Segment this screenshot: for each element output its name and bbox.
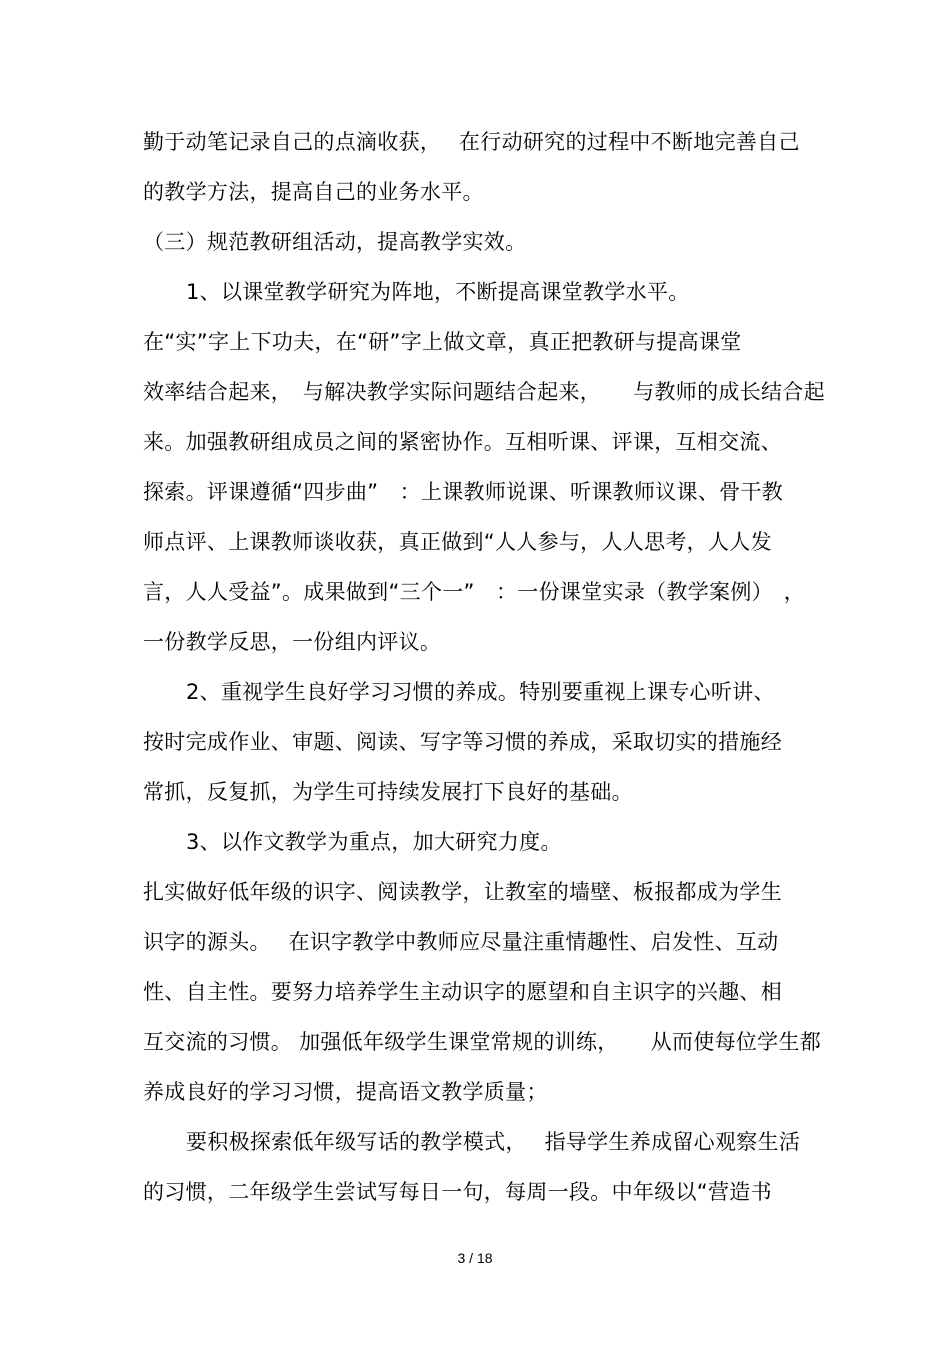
subsection-heading: 1、以课堂教学研究为阵地，不断提高课堂教学水平。 — [186, 280, 690, 304]
subsection-heading: 2、重视学生良好学习习惯的养成。特别要重视上课专心听讲、 — [186, 680, 775, 704]
text-line: 养成良好的学习习惯，提高语文教学质量； — [143, 1080, 548, 1104]
text-line: 师点评、上课教师谈收获，真正做到“人人参与，人人思考，人人发 — [143, 530, 772, 554]
text-line: 来。加强教研组成员之间的紧密协作。互相听课、评课，互相交流、 — [143, 430, 782, 454]
text-line: 效率结合起来， 与解决教学实际问题结合起来， 与教师的成长结合起 — [143, 380, 825, 404]
text-line: 的教学方法，提高自己的业务水平。 — [143, 180, 484, 204]
text-line: 探索。评课遵循“四步曲” ：上课教师说课、听课教师议课、骨干教 — [143, 480, 784, 504]
text-line: 在“实”字上下功夫，在“研”字上做文章，真正把教研与提高课堂 — [143, 330, 742, 354]
text-line: 的习惯，二年级学生尝试写每日一句，每周一段。中年级以“营造书 — [143, 1180, 772, 1204]
text-line: 要积极探索低年级写话的教学模式， 指导学生养成留心观察生活 — [186, 1130, 801, 1154]
text-line: 言，人人受益”。成果做到“三个一” ：一份课堂实录（教学案例） ， — [143, 580, 806, 604]
text-line: 按时完成作业、审题、阅读、写字等习惯的养成，采取切实的措施经 — [143, 730, 782, 754]
text-line: 勤于动笔记录自己的点滴收获， 在行动研究的过程中不断地完善自己 — [143, 130, 800, 154]
subsection-heading: 3、以作文教学为重点，加大研究力度。 — [186, 830, 562, 854]
text-line: 互交流的习惯。 加强低年级学生课堂常规的训练， 从而使每位学生都 — [143, 1030, 822, 1054]
section-heading: （三）规范教研组活动，提高教学实效。 — [143, 230, 527, 254]
text-line: 扎实做好低年级的识字、阅读教学，让教室的墙壁、板报都成为学生 — [143, 880, 782, 904]
page-number: 3 / 18 — [457, 1250, 493, 1266]
text-line: 识字的源头。 在识字教学中教师应尽量注重情趣性、启发性、互动 — [143, 930, 779, 954]
text-line: 性、自主性。要努力培养学生主动识字的愿望和自主识字的兴趣、相 — [143, 980, 782, 1004]
text-line: 常抓，反复抓，为学生可持续发展打下良好的基础。 — [143, 780, 633, 804]
text-line: 一份教学反思，一份组内评议。 — [143, 630, 442, 654]
